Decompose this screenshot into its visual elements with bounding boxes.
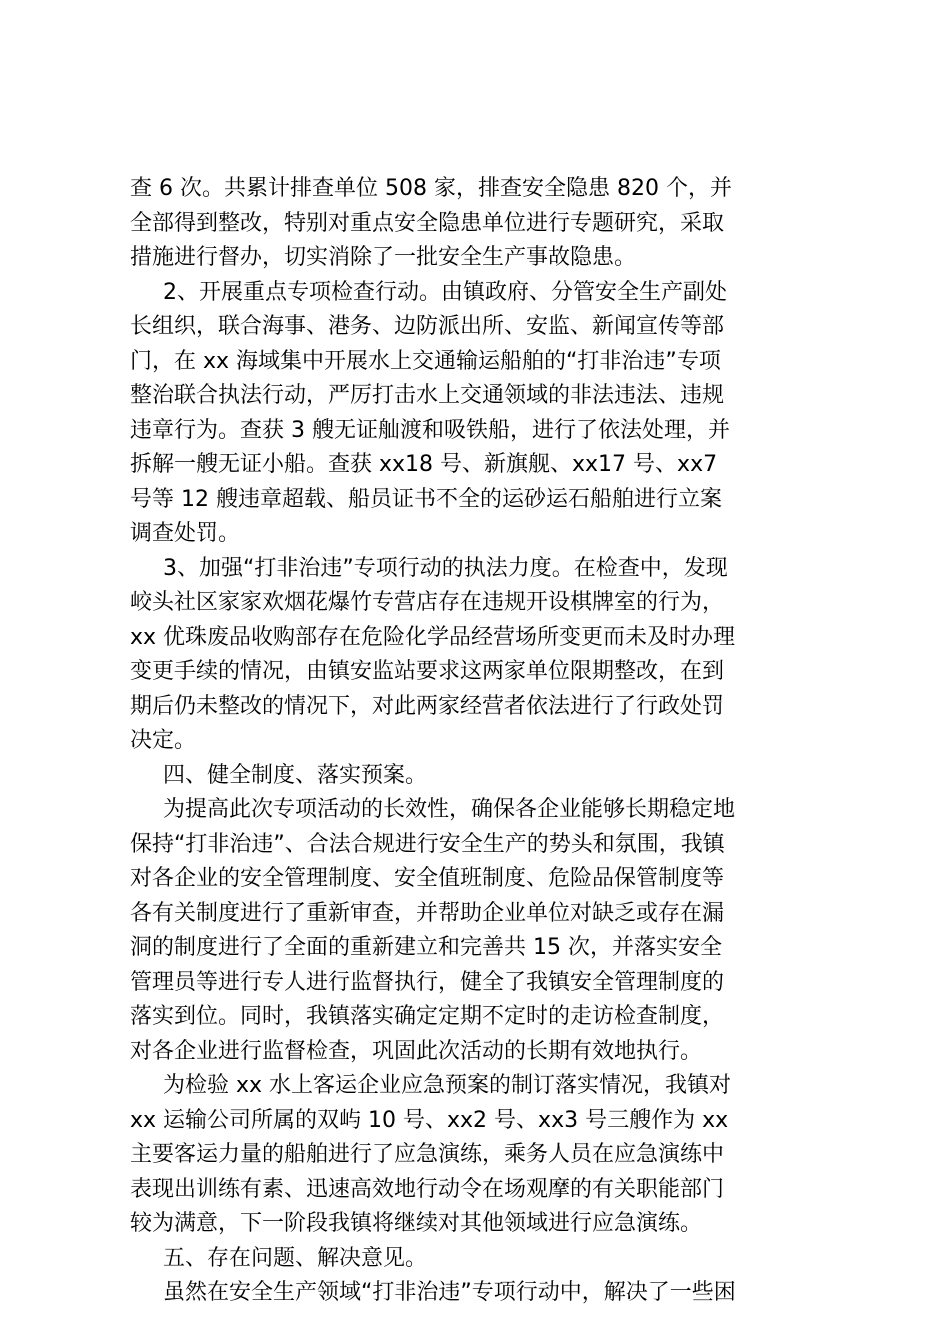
text-line: 拆解一艘无证小船。查获 xx18 号、新旗舰、xx17 号、xx7 — [130, 452, 718, 477]
text-line: 表现出训练有素、迅速高效地行动令在场观摩的有关职能部门 — [130, 1176, 725, 1202]
body-text — [130, 172, 830, 1311]
text-line: 较为满意，下一阶段我镇将继续对其他领域进行应急演练。 — [130, 1211, 703, 1236]
text-line: 决定。 — [130, 728, 197, 753]
text-line: 洞的制度进行了全面的重新建立和完善共 15 次，并落实安全 — [130, 935, 722, 960]
text-line: 管理员等进行专人进行监督执行，健全了我镇安全管理制度的 — [130, 969, 725, 995]
text-line: 长组织，联合海事、港务、边防派出所、安监、新闻宣传等部 — [130, 314, 725, 339]
text-line: 整治联合执法行动，严厉打击水上交通领域的非法违法、违规 — [130, 383, 725, 408]
text-line: 各有关制度进行了重新审查，并帮助企业单位对缺乏或存在漏 — [130, 900, 725, 926]
text-line: 为检验 xx 水上客运企业应急预案的制订落实情况，我镇对 — [163, 1073, 732, 1098]
text-line: 峧头社区家家欢烟花爆竹专营店存在违规开设棋牌室的行为， — [130, 590, 725, 615]
text-line: xx 优珠废品收购部存在危险化学品经营场所变更而未及时办理 — [130, 624, 736, 650]
text-line: 门，在 xx 海域集中开展水上交通输运船舶的“打非治违”专项 — [130, 348, 721, 374]
text-line: 虽然在安全生产领域“打非治违”专项行动中，解决了一些困 — [163, 1280, 736, 1305]
text-line: 对各企业的安全管理制度、安全值班制度、危险品保管制度等 — [130, 866, 725, 891]
text-line: 对各企业进行监督检查，巩固此次活动的长期有效地执行。 — [130, 1038, 703, 1064]
text-line: 违章行为。查获 3 艘无证舢渡和吸铁船，进行了依法处理，并 — [130, 417, 730, 443]
text-line: 落实到位。同时，我镇落实确定定期不定时的走访检查制度， — [130, 1004, 725, 1029]
text-line: 措施进行督办，切实消除了一批安全生产事故隐患。 — [130, 245, 637, 270]
text-line: 2、开展重点专项检查行动。由镇政府、分管安全生产副处 — [163, 279, 727, 305]
text-line: 查 6 次。共累计排查单位 508 家，排查安全隐患 820 个，并 — [130, 176, 732, 201]
text-line: 为提高此次专项活动的长效性，确保各企业能够长期稳定地 — [163, 797, 736, 822]
text-line: 号等 12 艘违章超载、船员证书不全的运砂运石船舶进行立案 — [130, 486, 722, 512]
text-line: 全部得到整改，特别对重点安全隐患单位进行专题研究，采取 — [130, 210, 725, 236]
text-line: 五、存在问题、解决意见。 — [163, 1245, 428, 1271]
text-line: 变更手续的情况，由镇安监站要求这两家单位限期整改，在到 — [130, 659, 725, 684]
text-line: 期后仍未整改的情况下，对此两家经营者依法进行了行政处罚 — [130, 693, 725, 719]
text-line: 3、加强“打非治违”专项行动的执法力度。在检查中，发现 — [163, 555, 728, 581]
text-line: 主要客运力量的船舶进行了应急演练，乘务人员在应急演练中 — [130, 1142, 725, 1167]
text-line: 保持“打非治违”、合法合规进行安全生产的势头和氛围，我镇 — [130, 831, 725, 857]
text-line: 四、健全制度、落实预案。 — [163, 762, 428, 788]
text-line: 调查处罚。 — [130, 521, 241, 546]
text-line: xx 运输公司所属的双屿 10 号、xx2 号、xx3 号三艘作为 xx — [130, 1107, 729, 1133]
